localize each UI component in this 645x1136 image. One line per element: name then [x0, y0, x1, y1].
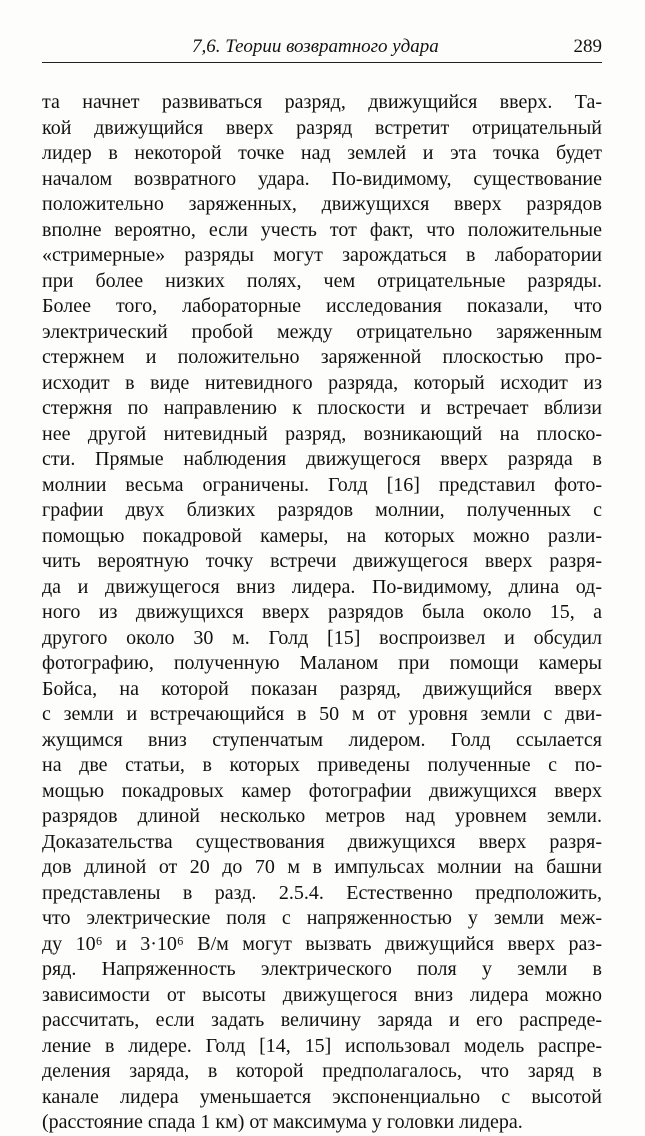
- text-line: ду 10⁶ и 3·10⁶ В/м могут вызвать движущийся вверх раз-: [42, 932, 602, 955]
- text-line: исходит в виде нитевидного разряда, который исходит из: [42, 371, 602, 394]
- text-line: рассчитать, если задать величину заряда и его распреде-: [42, 1009, 602, 1031]
- text-line: кой движущийся вверх разряд встретит отрицательный: [42, 116, 602, 139]
- text-line: графии двух близких разрядов молнии, полученных с: [42, 499, 602, 521]
- text-line: Доказательства существования движущихся вверх разря-: [42, 830, 602, 853]
- text-line: фотографию, полученную Маланом при помощи камеры: [42, 652, 602, 674]
- text-line: электрический пробой между отрицательно заряженным: [42, 320, 602, 343]
- running-header: [42, 32, 602, 63]
- text-line: мощью покадровых камер фотографии движущихся вверх: [42, 779, 602, 802]
- text-line: стержнем и положительно заряженной плоскостью про-: [42, 346, 602, 368]
- text-line: другого около 30 м. Голд [15] воспроизвел и обсудил: [42, 626, 602, 649]
- text-line: деления заряда, в которой предполагалось, что заряд в: [42, 1060, 602, 1082]
- text-line: зависимости от высоты движущегося вниз лидера можно: [42, 983, 602, 1006]
- text-line: что электрические поля с напряженностью у земли меж-: [42, 907, 602, 929]
- text-line: помощью покадровой камеры, на которых можно разли-: [42, 524, 602, 547]
- text-line: молнии весьма ограничены. Голд [16] представил фото-: [42, 473, 602, 496]
- text-line: на две статьи, в которых приведены полученные с по-: [42, 754, 602, 776]
- text-line: представлены в разд. 2.5.4. Естественно предположить,: [42, 881, 602, 904]
- text-line: да и движущегося вниз лидера. По-видимому, длина од-: [42, 575, 602, 598]
- text-line: ление в лидере. Голд [14, 15] использовал модель распре-: [42, 1034, 602, 1057]
- text-line: дов длиной от 20 до 70 м в импульсах молнии на башни: [42, 856, 602, 878]
- text-line: разрядов длиной несколько метров над уровнем земли.: [42, 805, 602, 827]
- body-text: [42, 90, 602, 1136]
- text-line: с земли и встречающийся в 50 м от уровня земли с дви-: [42, 703, 602, 725]
- page-number: 289: [573, 36, 602, 57]
- text-line: чить вероятную точку встречи движущегося вверх разря-: [42, 550, 602, 572]
- text-line: (расстояние спада 1 км) от максимума у головки лидера.: [42, 1111, 523, 1133]
- text-line: сти. Прямые наблюдения движущегося вверх разряда в: [42, 448, 602, 470]
- text-line: «стримерные» разряды могут зарождаться в лаборатории: [42, 244, 602, 266]
- text-line: началом возвратного удара. По-видимому, существование: [42, 167, 602, 190]
- text-line: лидер в некоторой точке над землей и эта точка будет: [42, 142, 602, 164]
- text-line: канале лидера уменьшается экспоненциально с высотой: [42, 1085, 602, 1108]
- text-line: Бойса, на которой показан разряд, движущийся вверх: [42, 677, 602, 700]
- text-line: ряд. Напряженность электрического поля у земли в: [42, 958, 602, 980]
- running-head-title: 7,6. Теории возвратного удара: [192, 36, 439, 57]
- text-line: вполне вероятно, если учесть тот факт, что положительные: [42, 218, 602, 241]
- text-line: Более того, лабораторные исследования показали, что: [42, 295, 602, 317]
- text-line: стержня по направлению к плоскости и встречает вблизи: [42, 397, 602, 419]
- text-line: жущимся вниз ступенчатым лидером. Голд ссылается: [42, 728, 602, 751]
- text-line: та начнет развиваться разряд, движущийся вверх. Та-: [42, 91, 602, 113]
- text-line: положительно заряженных, движущихся вверх разрядов: [42, 193, 602, 215]
- text-line: ного из движущихся вверх разрядов была около 15, а: [42, 601, 602, 623]
- text-line: при более низких полях, чем отрицательные разряды.: [42, 269, 602, 292]
- text-line: нее другой нитевидный разряд, возникающий на плоско-: [42, 422, 602, 445]
